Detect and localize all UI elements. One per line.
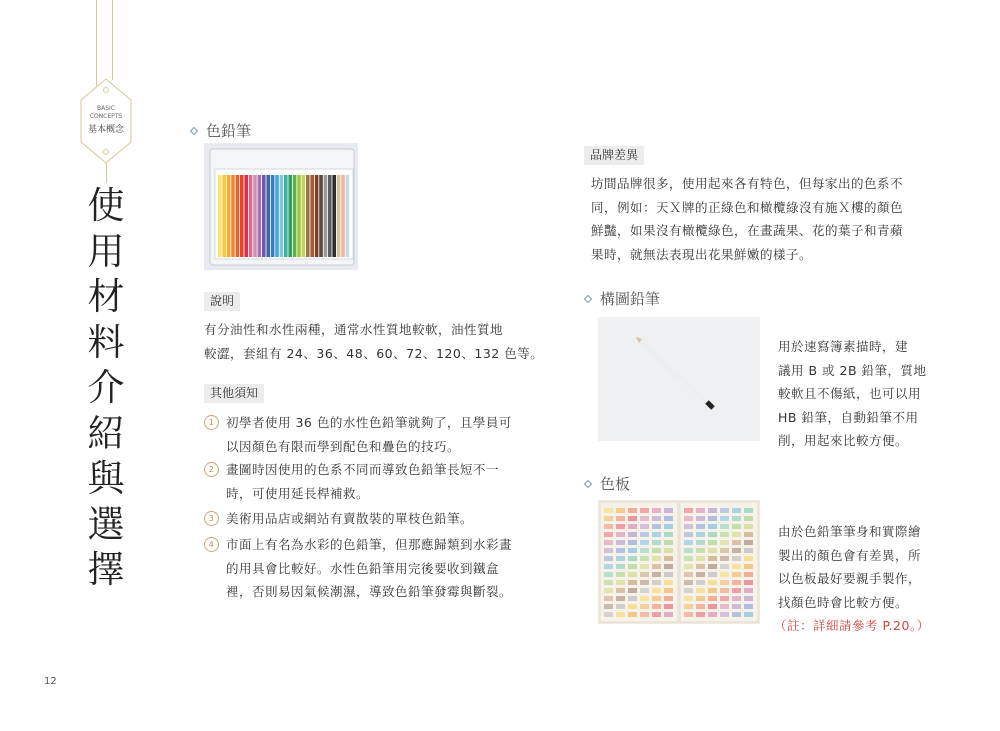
swatch-grid-image [598, 500, 760, 624]
swatch-cell [708, 580, 717, 585]
swatch-cell [640, 564, 649, 569]
swatch-cell [732, 588, 741, 593]
circled-number-icon: 3 [204, 511, 219, 526]
swatch-cell [652, 604, 661, 609]
brand-difference-text [591, 172, 941, 266]
text-line: 坊間品牌很多，使用起來各有特色，但每家出的色系不 [591, 176, 904, 191]
swatch-cell [732, 564, 741, 569]
swatch-cell [652, 524, 661, 529]
swatch-cell [684, 564, 693, 569]
swatch-cell [720, 612, 729, 617]
swatch-cell [684, 548, 693, 553]
swatch-cell [652, 596, 661, 601]
swatch-cell [708, 612, 717, 617]
label-other-notes: 其他須知 [204, 384, 264, 403]
swatch-cell [744, 564, 753, 569]
swatch-cell [744, 540, 753, 545]
text-line: 果時，就無法表現出花果鮮嫩的樣子。 [591, 246, 813, 262]
title-char: 擇 [87, 548, 125, 591]
pencil-bar [227, 175, 231, 257]
swatch-cell [628, 540, 637, 545]
sketch-pencil-photo [598, 317, 760, 441]
swatch-cell [640, 532, 649, 537]
swatch-cell [720, 596, 729, 601]
title-char: 用 [87, 229, 125, 273]
swatch-cell [604, 604, 613, 609]
pencil-bar [302, 175, 306, 257]
swatch-cell [720, 556, 729, 561]
swatch-cell [708, 524, 717, 529]
swatch-cell [604, 564, 613, 569]
pencil-bar [266, 175, 270, 257]
chapter-badge-hexagon [80, 78, 132, 164]
diamond-bullet-icon [584, 295, 592, 303]
swatch-cell [696, 596, 705, 601]
deco-line-left-bottom [106, 163, 107, 183]
swatch-cell [744, 516, 753, 521]
swatch-cell [616, 572, 625, 577]
swatch-cell [720, 564, 729, 569]
swatch-cell [664, 564, 673, 569]
circled-number-icon: 1 [204, 415, 219, 430]
circled-number-icon: 4 [204, 537, 219, 552]
pencil-bar [310, 175, 314, 257]
diamond-bullet-icon [190, 127, 198, 135]
swatch-cell [640, 540, 649, 545]
swatch-cell [604, 532, 613, 537]
text-line: 畫圖時因使用的色系不同而導致色鉛筆長短不一 [226, 462, 500, 477]
diamond-bullet-icon [584, 480, 592, 488]
swatch-cell [744, 556, 753, 561]
swatch-cell [696, 540, 705, 545]
swatch-cell [652, 588, 661, 593]
swatch-cell [628, 556, 637, 561]
swatch-cell [708, 604, 717, 609]
pencil-bar [341, 175, 345, 257]
pencil-bar [218, 175, 222, 257]
swatch-cell [664, 508, 673, 513]
swatch-cell [708, 516, 717, 521]
section-heading-colored-pencils: 色鉛筆 [190, 120, 251, 141]
swatch-cell [732, 508, 741, 513]
text-line: 裡，否則易因氣候潮濕，導致色鉛筆發霉與斷裂。 [226, 584, 513, 599]
swatch-cell [628, 516, 637, 521]
swatch-cell [628, 580, 637, 585]
text-line: 較澀，套組有 24、36、48、60、72、120、132 色等。 [204, 345, 544, 361]
swatch-cell [744, 572, 753, 577]
text-line: 初學者使用 36 色的水性色鉛筆就夠了，且學員可 [226, 415, 512, 430]
text-line: 的用具會比較好。水性色鉛筆用完後要收到鐵盒 [226, 560, 500, 576]
pencil-tin-image [204, 143, 358, 270]
swatch-cell [732, 532, 741, 537]
swatch-cell [604, 572, 613, 577]
swatch-cell [640, 604, 649, 609]
swatch-cell [616, 596, 625, 601]
title-char: 介 [87, 366, 125, 409]
swatch-cell [604, 508, 613, 513]
swatch-cell [732, 548, 741, 553]
pencil-bar [262, 175, 266, 257]
swatch-cell [628, 604, 637, 609]
swatch-cell [684, 532, 693, 537]
swatch-cell [744, 588, 753, 593]
swatch-cell [744, 580, 753, 585]
swatch-cell [744, 548, 753, 553]
swatch-cell [604, 540, 613, 545]
swatch-cell [628, 532, 637, 537]
swatch-cell [720, 604, 729, 609]
title-char: 選 [87, 502, 125, 546]
swatch-cell [664, 596, 673, 601]
pencil-bar [324, 175, 328, 257]
text-line: 美術用品店或網站有賣散裝的單枝色鉛筆。 [226, 511, 474, 526]
text-line: 市面上有名為水彩的色鉛筆，但那應歸類到水彩畫 [226, 537, 513, 552]
pencil-bar [222, 175, 226, 257]
swatch-cell [628, 524, 637, 529]
swatch-cell [708, 540, 717, 545]
badge-en-1: BASIC [97, 105, 115, 112]
swatch-cell [696, 604, 705, 609]
swatch-cell [640, 548, 649, 553]
swatch-cell [604, 580, 613, 585]
pencil-bar [332, 175, 336, 257]
swatch-cell [732, 580, 741, 585]
deco-line-left-top [96, 0, 97, 86]
pencil-bar [231, 175, 235, 257]
swatch-cell [652, 532, 661, 537]
swatch-cell [684, 596, 693, 601]
swatch-cell [652, 612, 661, 617]
pencil-bar [319, 175, 323, 257]
swatch-cell [696, 572, 705, 577]
pencil-bar [297, 175, 301, 257]
swatch-cell [640, 556, 649, 561]
swatch-cell [732, 612, 741, 617]
swatch-cell [616, 532, 625, 537]
swatch-cell [744, 524, 753, 529]
pencil-bar [249, 175, 253, 257]
swatch-cell [708, 564, 717, 569]
swatch-cell [696, 516, 705, 521]
swatch-cell [744, 612, 753, 617]
badge-en-2: CONCEPTS [89, 113, 123, 120]
swatch-cell [708, 588, 717, 593]
pencil-bar [315, 175, 319, 257]
swatch-cell [628, 612, 637, 617]
swatch-cell [732, 516, 741, 521]
text-line: 用於速寫簿素描時，建 [778, 339, 909, 354]
swatch-cell [604, 612, 613, 617]
text-line: 鮮豔，如果沒有橄欖綠色，在畫蔬果、花的葉子和青蘋 [591, 223, 904, 238]
text-line: 同，例如：天Ｘ牌的正綠色和橄欖綠沒有施Ｘ樓的顏色 [591, 199, 904, 215]
swatch-cell [664, 556, 673, 561]
swatch-cell [664, 540, 673, 545]
section-heading-swatch: 色板 [584, 473, 630, 494]
swatch-cell [640, 516, 649, 521]
pencil-bar [306, 175, 310, 257]
swatch-cell [708, 532, 717, 537]
swatch-cell [616, 588, 625, 593]
swatch-cell [732, 572, 741, 577]
swatch-cell [652, 548, 661, 553]
description-text [204, 318, 544, 365]
pencil-bar [244, 175, 248, 257]
note-item [204, 411, 544, 458]
swatch-cell [720, 588, 729, 593]
swatch-cell [604, 548, 613, 553]
text-line: 以因顏色有限而學到配色和疊色的技巧。 [226, 438, 461, 454]
swatch-cell [664, 516, 673, 521]
swatch-cell [696, 580, 705, 585]
pencil-bar [275, 175, 279, 257]
swatch-cell [708, 596, 717, 601]
swatch-cell [696, 556, 705, 561]
pencil-bar [253, 175, 257, 257]
swatch-cell [744, 508, 753, 513]
swatch-cell [696, 524, 705, 529]
swatch-cell [628, 564, 637, 569]
title-char: 材 [87, 275, 125, 318]
swatch-cell [616, 516, 625, 521]
circled-number-icon: 2 [204, 462, 219, 477]
swatch-cell [732, 540, 741, 545]
text-line: 議用 B 或 2B 鉛筆，質地 [778, 362, 927, 378]
section-heading-sketch-pencil: 構圖鉛筆 [584, 288, 660, 309]
swatch-cell [604, 524, 613, 529]
title-char: 使 [87, 184, 125, 227]
swatch-cell [640, 572, 649, 577]
swatch-cell [696, 532, 705, 537]
swatch-cell [640, 508, 649, 513]
text-line: HB 鉛筆，自動鉛筆不用 [778, 409, 919, 425]
swatch-cell [720, 572, 729, 577]
swatch-cell [684, 612, 693, 617]
swatch-cell [720, 540, 729, 545]
text-line: 削，用起來比較方便。 [778, 433, 909, 448]
swatch-cell [604, 556, 613, 561]
swatch-cell [616, 556, 625, 561]
badge-zh: 基本概念 [87, 125, 124, 135]
swatch-cell [720, 532, 729, 537]
swatch-cell [640, 612, 649, 617]
color-swatch-photo [598, 500, 760, 624]
text-line: 以色板最好要親手製作， [778, 571, 922, 586]
swatch-cell [652, 516, 661, 521]
text-line: 製出的顏色會有差異，所 [778, 547, 922, 563]
swatch-cell [604, 588, 613, 593]
title-char: 紹 [87, 411, 125, 455]
swatch-cell [708, 572, 717, 577]
pencil-bar [236, 175, 240, 257]
swatch-cell [664, 572, 673, 577]
deco-line-right-top [112, 0, 113, 80]
pencil-bar [284, 175, 288, 257]
swatch-cell [720, 548, 729, 553]
swatch-cell [616, 612, 625, 617]
swatch-cell [628, 508, 637, 513]
swatch-cell [732, 556, 741, 561]
swatch-cell [696, 588, 705, 593]
swatch-cell [664, 548, 673, 553]
swatch-cell [684, 508, 693, 513]
pencil-bar [280, 175, 284, 257]
swatch-cell [616, 548, 625, 553]
colored-pencils-photo [204, 143, 358, 270]
swatch-cell [628, 548, 637, 553]
swatch-cell [696, 508, 705, 513]
swatch-cell [684, 604, 693, 609]
sketch-pencil-text [778, 335, 948, 453]
swatch-cell [616, 564, 625, 569]
swatch-cell [640, 596, 649, 601]
swatch-cell [720, 524, 729, 529]
pencil-bar [271, 175, 275, 257]
swatch-cell [720, 516, 729, 521]
swatch-cell [732, 604, 741, 609]
swatch-cell [616, 540, 625, 545]
swatch-cell [684, 572, 693, 577]
swatch-cell [708, 548, 717, 553]
text-line: 由於色鉛筆筆身和實際繪 [778, 524, 922, 539]
pencil-bar [293, 175, 297, 257]
swatch-cell [744, 604, 753, 609]
swatch-cell [684, 524, 693, 529]
label-brand-difference: 品牌差異 [584, 146, 644, 165]
swatch-cell [652, 580, 661, 585]
swatch-cell [720, 580, 729, 585]
swatch-cell [664, 524, 673, 529]
swatch-cell [684, 540, 693, 545]
pencil-bar [328, 175, 332, 257]
swatch-cell [652, 564, 661, 569]
swatch-cell [616, 604, 625, 609]
title-char: 與 [87, 457, 125, 500]
swatch-text [774, 520, 948, 638]
swatch-cell [664, 612, 673, 617]
swatch-cell [604, 596, 613, 601]
swatch-cell [664, 588, 673, 593]
text-line: 時，可使用延長桿補救。 [226, 485, 370, 501]
pencil-bar [346, 175, 350, 257]
text-line: 較軟且不傷紙，也可以用 [778, 386, 922, 401]
swatch-cell [652, 508, 661, 513]
swatch-cell [616, 524, 625, 529]
swatch-cell [720, 508, 729, 513]
swatch-cell [664, 604, 673, 609]
swatch-cell [604, 516, 613, 521]
swatch-cell [696, 564, 705, 569]
swatch-cell [616, 508, 625, 513]
swatch-cell [664, 580, 673, 585]
label-description: 說明 [204, 292, 240, 311]
swatch-cell [708, 508, 717, 513]
swatch-cell [744, 596, 753, 601]
swatch-reference-note: （註：詳細請參考 P.20。） [774, 618, 930, 633]
swatch-cell [628, 596, 637, 601]
swatch-cell [640, 588, 649, 593]
swatch-cell [684, 516, 693, 521]
swatch-cell [696, 612, 705, 617]
title-char: 料 [87, 320, 125, 364]
swatch-cell [684, 580, 693, 585]
note-item [204, 507, 544, 531]
note-item [204, 533, 544, 604]
swatch-cell [616, 580, 625, 585]
swatch-cell [628, 588, 637, 593]
text-line: 有分油性和水性兩種，通常水性質地較軟，油性質地 [204, 322, 504, 337]
swatch-cell [640, 580, 649, 585]
swatch-cell [708, 556, 717, 561]
page-number: 12 [44, 676, 57, 687]
swatch-cell [628, 572, 637, 577]
pencil-bar [337, 175, 341, 257]
swatch-cell [732, 596, 741, 601]
swatch-cell [696, 548, 705, 553]
pencil-bar [240, 175, 244, 257]
swatch-cell [652, 572, 661, 577]
pencil-image [598, 317, 760, 441]
swatch-cell [744, 532, 753, 537]
swatch-cell [684, 556, 693, 561]
swatch-cell [732, 524, 741, 529]
chapter-title-vertical [84, 183, 128, 593]
swatch-cell [640, 524, 649, 529]
swatch-cell [652, 540, 661, 545]
swatch-cell [684, 588, 693, 593]
pencil-bar [288, 175, 292, 257]
pencil-bar [258, 175, 262, 257]
text-line: 找顏色時會比較方便。 [778, 594, 909, 610]
swatch-cell [664, 532, 673, 537]
note-item [204, 458, 544, 505]
swatch-cell [652, 556, 661, 561]
